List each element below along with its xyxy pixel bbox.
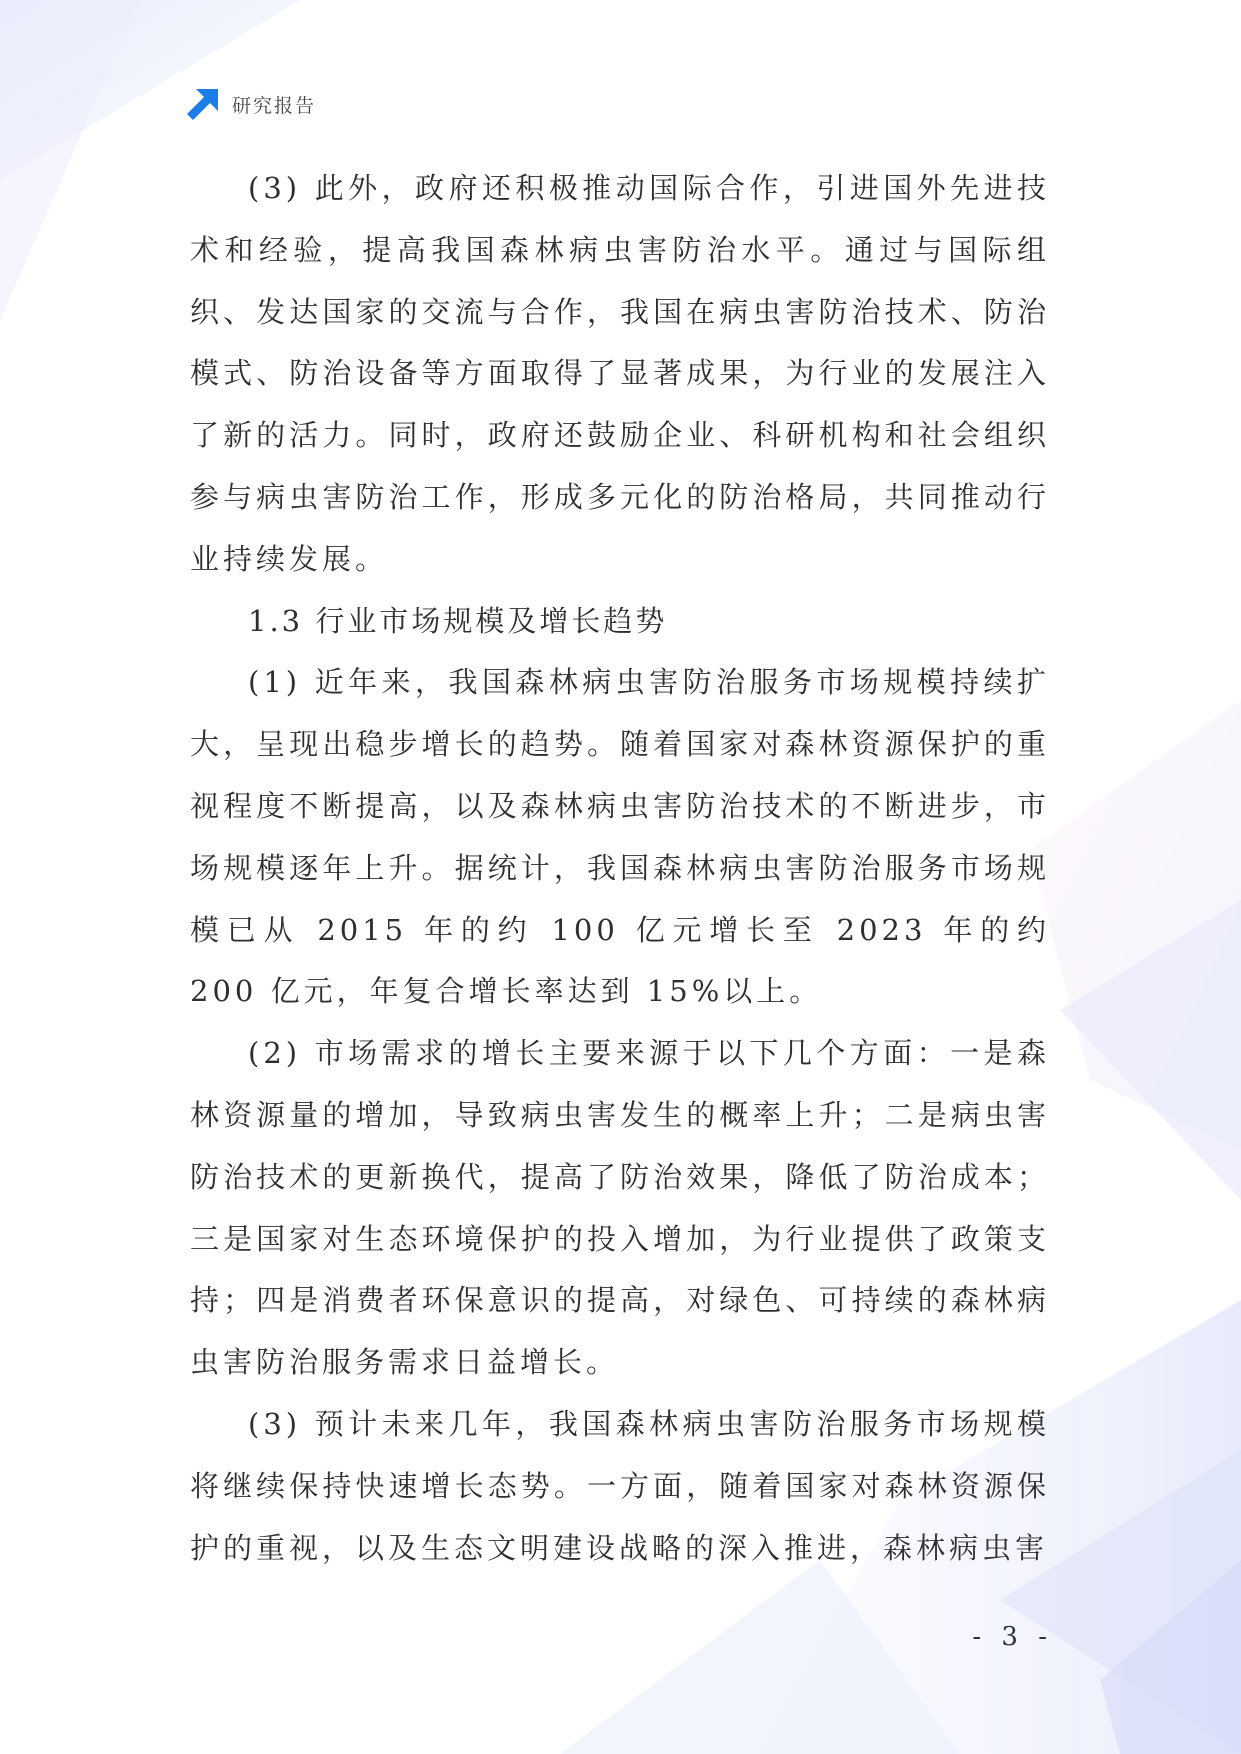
paragraph-future-outlook: (3) 预计未来几年，我国森林病虫害防治服务市场规模将继续保持快速增长态势。一方面，随着国家对森林资源保护的重视，以及生态文明建设战略的深入推进，森林病虫害: [190, 1406, 1050, 1565]
arrow-up-right-icon: [186, 87, 220, 121]
paragraph-international-cooperation: (3) 此外，政府还积极推动国际合作，引进国外先进技术和经验，提高我国森林病虫害防治水平。通过与国际组织、发达国家的交流与合作，我国在病虫害防治技术、防治模式、防治设备等方面取得了显著成果，为行业的发展注入了新的活力。同时，政府还鼓励企业、科研机构和社会组织参与病虫害防治工作，形成多元化的防治格局，共同推动行业持续发展。: [190, 171, 1050, 576]
section-heading-market-size: 1.3 行业市场规模及增长趋势: [248, 603, 668, 638]
paragraph-market-growth: (1) 近年来，我国森林病虫害防治服务市场规模持续扩大，呈现出稳步增长的趋势。随着国家对森林资源保护的重视程度不断提高，以及森林病虫害防治技术的不断进步，市场规模逐年上升。据统计，我国森林病虫害防治服务市场规模已从 2015 年的约 100 亿元增长至 2023 年的约 200 亿元，年复合增长率达到 15%以上。: [190, 665, 1050, 1009]
paragraph-demand-sources: (2) 市场需求的增长主要来源于以下几个方面：一是森林资源量的增加，导致病虫害发生的概率上升；二是病虫害防治技术的更新换代，提高了防治效果，降低了防治成本；三是国家对生态环境保护的投入增加，为行业提供了政策支持；四是消费者环保意识的提高，对绿色、可持续的森林病虫害防治服务需求日益增长。: [190, 1036, 1050, 1380]
header-title: 研究报告: [232, 94, 317, 117]
document-body: [190, 158, 1050, 1579]
report-header: [186, 86, 316, 122]
page-number: - 3 -: [972, 1622, 1053, 1652]
